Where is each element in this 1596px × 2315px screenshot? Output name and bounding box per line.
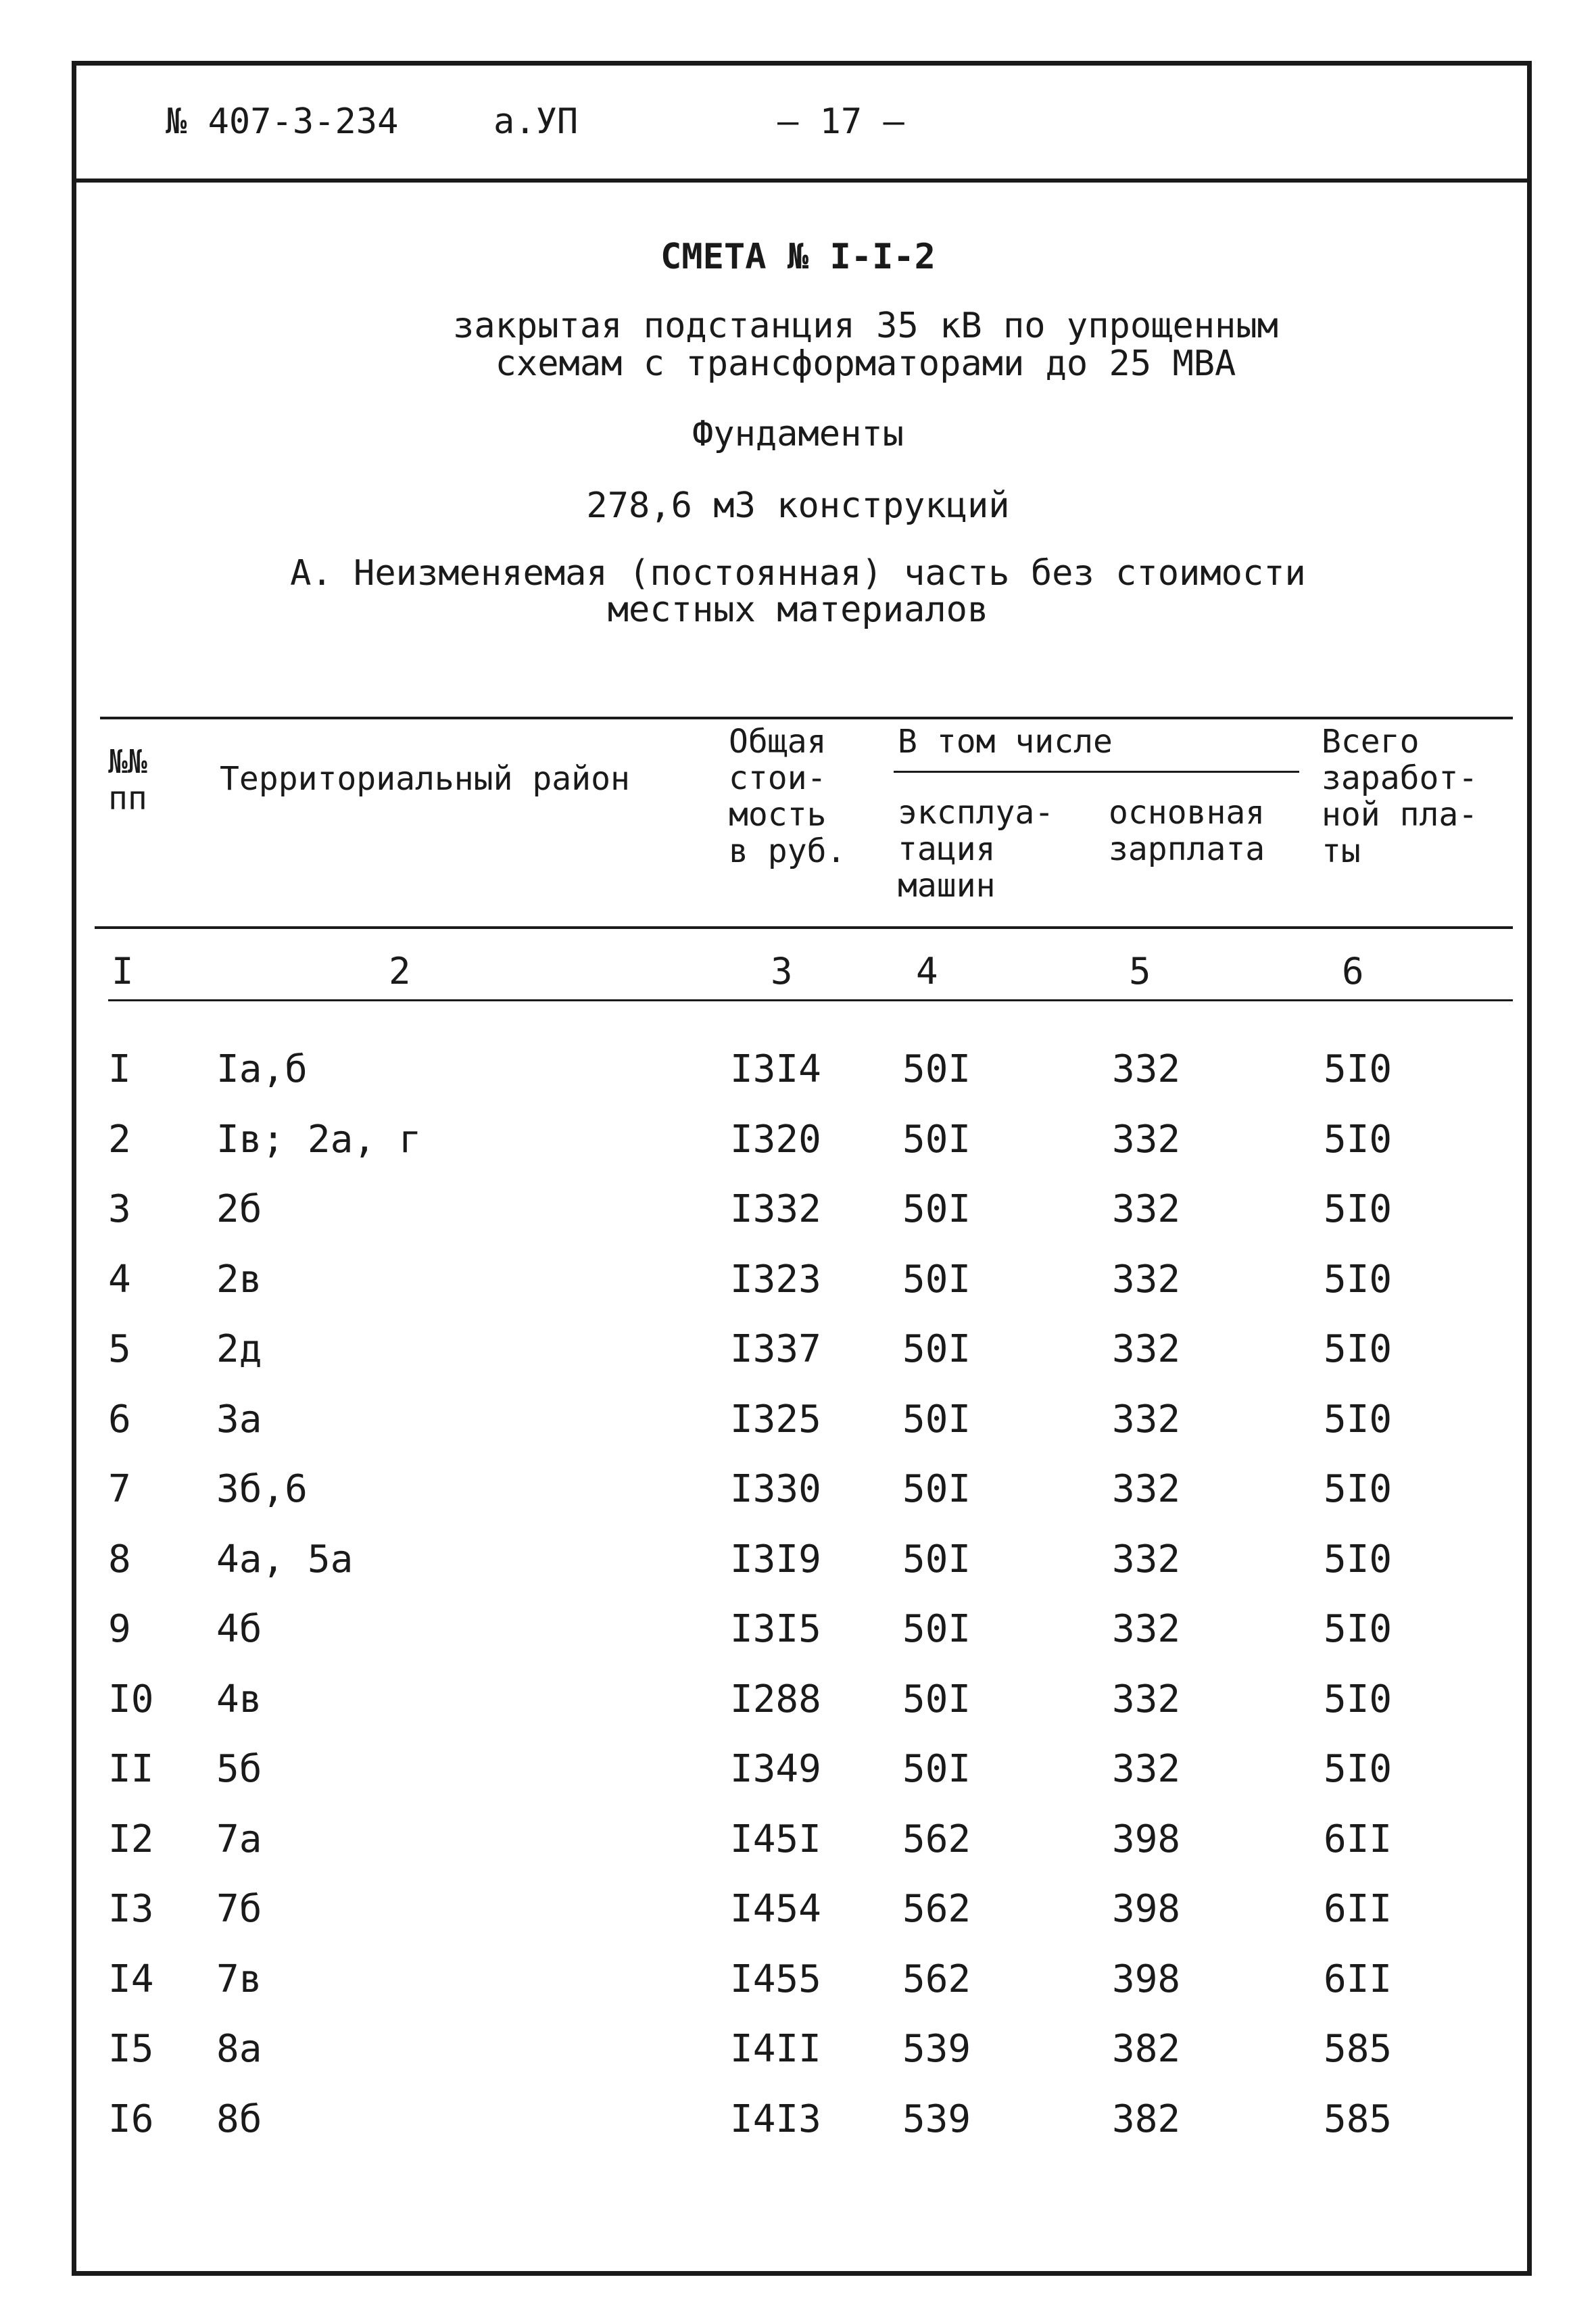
cell-machines: 50I bbox=[902, 1467, 971, 1511]
part-title-line-2: местных материалов bbox=[607, 590, 989, 630]
cell-salary: 332 bbox=[1112, 1117, 1181, 1162]
cell-total: I45I bbox=[730, 1817, 821, 1861]
table-row bbox=[0, 1174, 1596, 1245]
cell-num: I0 bbox=[108, 1677, 154, 1721]
cell-num: 7 bbox=[108, 1467, 131, 1511]
cell-machines: 50I bbox=[902, 1747, 971, 1791]
cell-region: 3б,6 bbox=[216, 1467, 308, 1511]
column-number-5: 5 bbox=[1129, 950, 1151, 993]
table-row bbox=[0, 2084, 1596, 2155]
header-bottom-rule bbox=[95, 926, 1513, 929]
cell-wages: 5I0 bbox=[1324, 1607, 1393, 1651]
cell-region: 4б bbox=[216, 1607, 262, 1651]
column-number-2: 2 bbox=[389, 950, 411, 993]
cell-total: I320 bbox=[730, 1117, 821, 1162]
cell-num: 5 bbox=[108, 1327, 131, 1371]
table-row bbox=[0, 1805, 1596, 1875]
table-row bbox=[0, 1734, 1596, 1805]
cell-region: 2в bbox=[216, 1257, 262, 1302]
cell-wages: 5I0 bbox=[1324, 1327, 1393, 1371]
cell-num: I6 bbox=[108, 2097, 154, 2141]
cell-total: I4II bbox=[730, 2027, 821, 2071]
header-machines: эксплуа- тация машин bbox=[898, 794, 1055, 905]
cell-region: 2д bbox=[216, 1327, 262, 1371]
subtitle-line-1: закрытая подстанция 35 кВ по упрощенным bbox=[453, 306, 1278, 346]
cell-num: I2 bbox=[108, 1817, 154, 1861]
cell-region: 3а bbox=[216, 1397, 262, 1441]
cell-region: 7а bbox=[216, 1817, 262, 1861]
header-salary: основная зарплата bbox=[1109, 794, 1265, 868]
cell-num: I bbox=[108, 1047, 131, 1091]
cell-region: 2б bbox=[216, 1187, 262, 1231]
cell-wages: 5I0 bbox=[1324, 1467, 1393, 1511]
table-row bbox=[0, 1874, 1596, 1944]
cell-wages: 5I0 bbox=[1324, 1677, 1393, 1721]
doc-number: № 407-3-234 bbox=[166, 101, 399, 142]
header-divider bbox=[72, 178, 1532, 183]
cell-num: 3 bbox=[108, 1187, 131, 1231]
cell-machines: 50I bbox=[902, 1607, 971, 1651]
cell-wages: 5I0 bbox=[1324, 1117, 1393, 1162]
header-num: №№ пп bbox=[108, 743, 147, 817]
cell-num: II bbox=[108, 1747, 154, 1791]
cell-salary: 332 bbox=[1112, 1747, 1181, 1791]
column-number-6: 6 bbox=[1342, 950, 1364, 993]
cell-total: I4I3 bbox=[730, 2097, 821, 2141]
cell-num: I3 bbox=[108, 1887, 154, 1931]
cell-salary: 332 bbox=[1112, 1257, 1181, 1302]
cell-salary: 398 bbox=[1112, 1817, 1181, 1861]
cell-salary: 332 bbox=[1112, 1677, 1181, 1721]
column-number-1: I bbox=[112, 950, 134, 993]
cell-total: I337 bbox=[730, 1327, 821, 1371]
cell-region: 8а bbox=[216, 2027, 262, 2071]
table-row bbox=[0, 1525, 1596, 1595]
album-label: а.УП bbox=[493, 101, 579, 142]
cell-total: I330 bbox=[730, 1467, 821, 1511]
cell-wages: 6II bbox=[1324, 1887, 1393, 1931]
header-region: Территориальный район bbox=[220, 760, 630, 798]
column-number-rule bbox=[108, 999, 1513, 1001]
cell-wages: 5I0 bbox=[1324, 1747, 1393, 1791]
cell-machines: 539 bbox=[902, 2027, 971, 2071]
column-number-3: 3 bbox=[771, 950, 793, 993]
cell-region: 8б bbox=[216, 2097, 262, 2141]
section-title: Фундаменты bbox=[692, 414, 904, 454]
cell-machines: 50I bbox=[902, 1537, 971, 1581]
cell-region: 7в bbox=[216, 1957, 262, 2001]
cell-num: I5 bbox=[108, 2027, 154, 2071]
cell-num: I4 bbox=[108, 1957, 154, 2001]
cell-salary: 398 bbox=[1112, 1887, 1181, 1931]
cell-num: 2 bbox=[108, 1117, 131, 1162]
cell-machines: 50I bbox=[902, 1677, 971, 1721]
cell-wages: 585 bbox=[1324, 2027, 1393, 2071]
table-row bbox=[0, 1594, 1596, 1665]
cell-machines: 562 bbox=[902, 1817, 971, 1861]
cell-wages: 6II bbox=[1324, 1957, 1393, 2001]
table-row bbox=[0, 1245, 1596, 1315]
table-row bbox=[0, 1034, 1596, 1105]
cell-salary: 332 bbox=[1112, 1327, 1181, 1371]
cell-salary: 332 bbox=[1112, 1187, 1181, 1231]
cell-total: I454 bbox=[730, 1887, 821, 1931]
cell-region: Iа,б bbox=[216, 1047, 308, 1091]
cell-salary: 398 bbox=[1112, 1957, 1181, 2001]
cell-region: 4а, 5а bbox=[216, 1537, 354, 1581]
header-total: Общая стои- мость в руб. bbox=[729, 723, 846, 870]
page-number: — 17 — bbox=[777, 101, 904, 142]
cell-machines: 50I bbox=[902, 1187, 971, 1231]
part-title-line-1: А. Неизменяемая (постоянная) часть без стоимости bbox=[290, 553, 1306, 594]
cell-wages: 5I0 bbox=[1324, 1397, 1393, 1441]
cell-salary: 332 bbox=[1112, 1607, 1181, 1651]
cell-region: 5б bbox=[216, 1747, 262, 1791]
column-number-4: 4 bbox=[916, 950, 938, 993]
cell-wages: 5I0 bbox=[1324, 1047, 1393, 1091]
estimate-title: СМЕТА № I-I-2 bbox=[660, 237, 936, 277]
cell-salary: 332 bbox=[1112, 1397, 1181, 1441]
cell-machines: 50I bbox=[902, 1327, 971, 1371]
cell-salary: 332 bbox=[1112, 1467, 1181, 1511]
cell-total: I3I9 bbox=[730, 1537, 821, 1581]
cell-wages: 5I0 bbox=[1324, 1187, 1393, 1231]
table-row bbox=[0, 1944, 1596, 2015]
cell-wages: 5I0 bbox=[1324, 1537, 1393, 1581]
cell-machines: 562 bbox=[902, 1957, 971, 2001]
volume-title: 278,6 м3 конструкций bbox=[586, 485, 1010, 526]
table-top-rule bbox=[100, 717, 1513, 719]
subheader-rule bbox=[894, 771, 1299, 773]
cell-total: I455 bbox=[730, 1957, 821, 2001]
cell-wages: 585 bbox=[1324, 2097, 1393, 2141]
cell-machines: 50I bbox=[902, 1397, 971, 1441]
cell-total: I3I5 bbox=[730, 1607, 821, 1651]
table-row bbox=[0, 2014, 1596, 2084]
table-row bbox=[0, 1665, 1596, 1735]
cell-total: I323 bbox=[730, 1257, 821, 1302]
cell-total: I332 bbox=[730, 1187, 821, 1231]
cell-wages: 5I0 bbox=[1324, 1257, 1393, 1302]
table-row bbox=[0, 1314, 1596, 1385]
cell-salary: 332 bbox=[1112, 1537, 1181, 1581]
cell-region: 4в bbox=[216, 1677, 262, 1721]
cell-total: I325 bbox=[730, 1397, 821, 1441]
cell-num: 8 bbox=[108, 1537, 131, 1581]
cell-salary: 382 bbox=[1112, 2097, 1181, 2141]
cell-machines: 539 bbox=[902, 2097, 971, 2141]
cell-num: 6 bbox=[108, 1397, 131, 1441]
cell-total: I349 bbox=[730, 1747, 821, 1791]
header-including: В том числе bbox=[898, 723, 1113, 761]
subtitle-line-2: схемам с трансформаторами до 25 МВА bbox=[495, 343, 1236, 384]
cell-machines: 562 bbox=[902, 1887, 971, 1931]
cell-salary: 382 bbox=[1112, 2027, 1181, 2071]
cell-salary: 332 bbox=[1112, 1047, 1181, 1091]
cell-num: 9 bbox=[108, 1607, 131, 1651]
cell-machines: 50I bbox=[902, 1047, 971, 1091]
header-wages: Всего заработ- ной пла- ты bbox=[1322, 723, 1478, 870]
cell-wages: 6II bbox=[1324, 1817, 1393, 1861]
table-row bbox=[0, 1105, 1596, 1175]
cell-total: I288 bbox=[730, 1677, 821, 1721]
table-row bbox=[0, 1454, 1596, 1525]
cell-region: Iв; 2а, г bbox=[216, 1117, 422, 1162]
cell-total: I3I4 bbox=[730, 1047, 821, 1091]
cell-machines: 50I bbox=[902, 1117, 971, 1162]
table-row bbox=[0, 1385, 1596, 1455]
cell-machines: 50I bbox=[902, 1257, 971, 1302]
cell-num: 4 bbox=[108, 1257, 131, 1302]
cell-region: 7б bbox=[216, 1887, 262, 1931]
